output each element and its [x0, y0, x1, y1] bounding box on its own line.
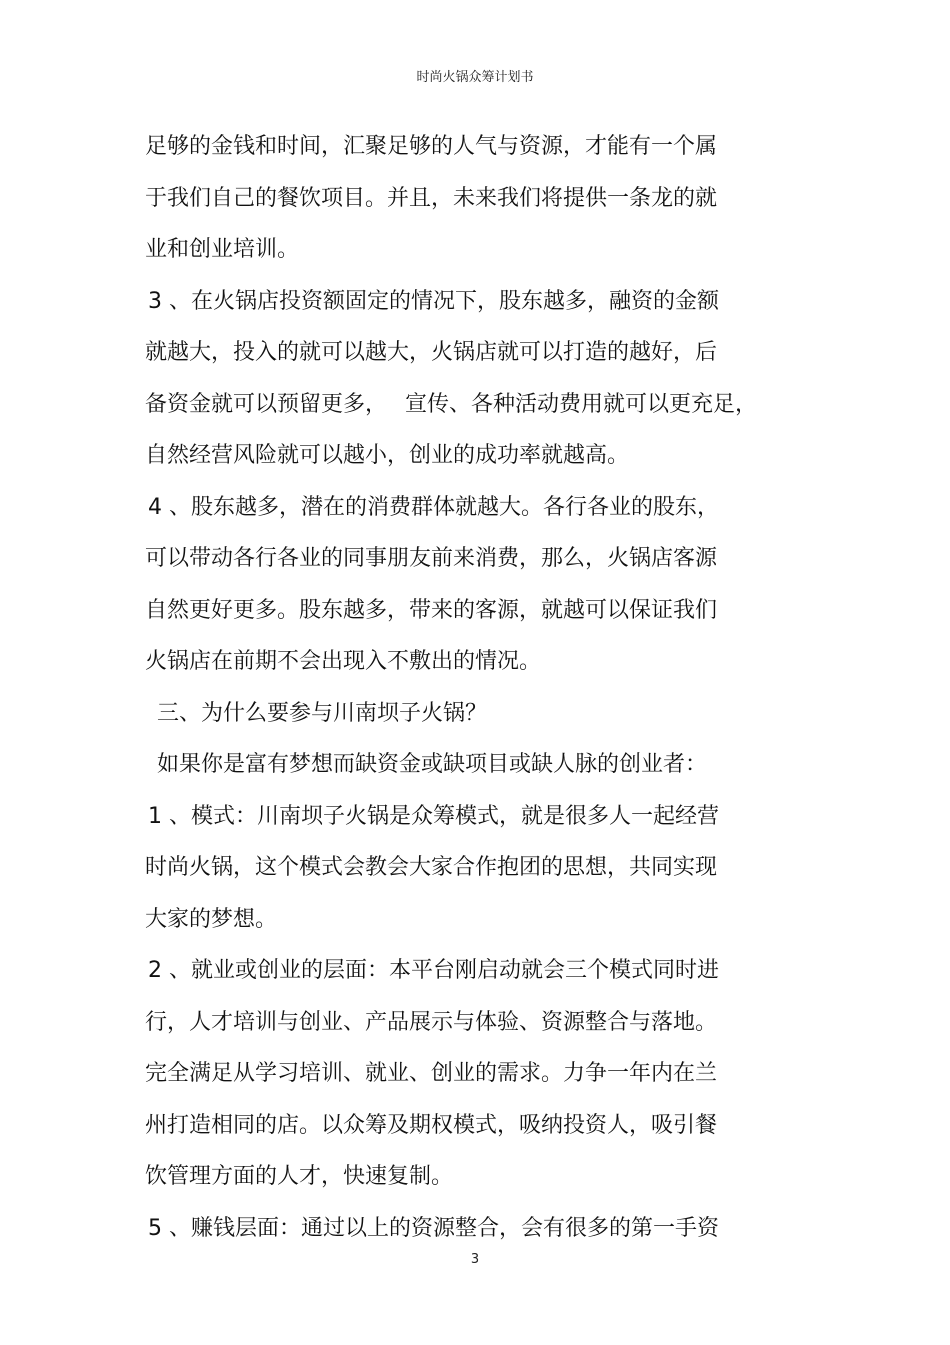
body-line: 州打造相同的店。以众筹及期权模式，吸纳投资人，吸引餐	[145, 1112, 718, 1138]
body-line: 4 、股东越多，潜在的消费群体就越大。各行各业的股东，	[148, 494, 719, 520]
body-line: 火锅店在前期不会出现入不敷出的情况。	[145, 649, 542, 674]
body-line: 就越大，投入的就可以越大，火锅店就可以打造的越好，后	[145, 340, 718, 365]
body-line: 2 、就业或创业的层面：本平台刚启动就会三个模式同时进	[148, 958, 719, 983]
body-line: 于我们自己的餐饮项目。并且，未来我们将提供一条龙的就	[145, 185, 718, 211]
body-line: 行，人才培训与创业、产品展示与体验、资源整合与落地。	[145, 1009, 718, 1035]
body-line: 3 、在火锅店投资额固定的情况下，股东越多，融资的金额	[148, 288, 719, 314]
body-line: 饮管理方面的人才，快速复制。	[145, 1164, 454, 1189]
body-line: 业和创业培训。	[145, 237, 300, 262]
body-line: 备资金就可以预留更多， 宣传、各种活动费用就可以更充足，	[145, 391, 757, 417]
section-heading: 三、为什么要参与川南坝子火锅？	[157, 700, 488, 726]
body-line: 大家的梦想。	[145, 906, 278, 932]
body-line: 自然经营风险就可以越小，创业的成功率就越高。	[145, 443, 630, 468]
body-line: 完全满足从学习培训、就业、创业的需求。力争一年内在兰	[145, 1061, 718, 1086]
page-header-title: 时尚火锅众筹计划书	[416, 70, 534, 85]
body-line: 自然更好更多。股东越多，带来的客源，就越可以保证我们	[145, 597, 718, 623]
document-body	[145, 121, 845, 1254]
page-number: 3	[470, 1252, 480, 1267]
body-line: 时尚火锅，这个模式会教会大家合作抱团的思想，共同实现	[145, 855, 718, 880]
body-line: 1 、模式：川南坝子火锅是众筹模式，就是很多人一起经营	[148, 803, 719, 829]
body-line: 可以带动各行各业的同事朋友前来消费，那么，火锅店客源	[145, 546, 718, 571]
body-line: 如果你是富有梦想而缺资金或缺项目或缺人脉的创业者：	[157, 752, 708, 777]
body-line: 足够的金钱和时间，汇聚足够的人气与资源，才能有一个属	[145, 134, 718, 159]
body-line: 5 、赚钱层面：通过以上的资源整合，会有很多的第一手资	[148, 1215, 719, 1241]
